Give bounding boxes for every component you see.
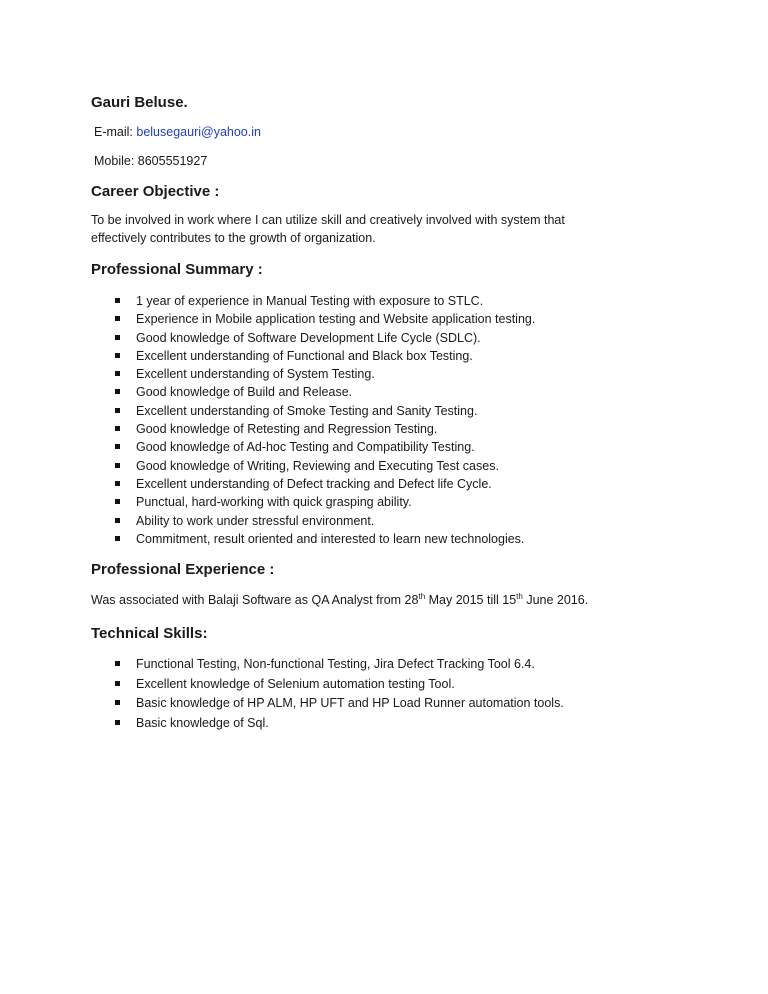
bullet-square-icon — [115, 444, 120, 449]
resume-page — [91, 92, 691, 733]
experience-text-part: May 2015 till 15 — [425, 593, 517, 608]
bullet-square-icon — [115, 661, 120, 666]
professional-summary-list — [91, 292, 691, 548]
list-item — [91, 694, 691, 714]
email-link[interactable]: belusegauri@yahoo.in — [136, 125, 261, 139]
bullet-square-icon — [115, 316, 120, 321]
bullet-square-icon — [115, 518, 120, 523]
list-item-text: Excellent understanding of Defect tracking and Defect life Cycle. — [136, 476, 492, 491]
list-item-text: Excellent understanding of Functional and Black box Testing. — [136, 348, 473, 363]
bullet-square-icon — [115, 536, 120, 541]
bullet-square-icon — [115, 481, 120, 486]
experience-superscript: th — [418, 592, 426, 601]
list-item-text: Good knowledge of Software Development Life Cycle (SDLC). — [136, 330, 481, 345]
professional-experience-heading: Professional Experience : — [91, 561, 275, 579]
bullet-square-icon — [115, 389, 120, 394]
bullet-square-icon — [115, 353, 120, 358]
list-item — [91, 347, 691, 365]
technical-skills-list — [91, 655, 691, 733]
list-item — [91, 438, 691, 456]
list-item — [91, 329, 691, 347]
technical-skills-heading: Technical Skills: — [91, 625, 208, 643]
list-item-text: Good knowledge of Build and Release. — [136, 385, 353, 400]
list-item — [91, 714, 691, 734]
list-item — [91, 530, 691, 548]
bullet-square-icon — [115, 408, 120, 413]
list-item — [91, 402, 691, 420]
list-item-text: Basic knowledge of HP ALM, HP UFT and HP Load Runner automation tools. — [136, 696, 564, 711]
bullet-square-icon — [115, 335, 120, 340]
email-label: E-mail: — [94, 125, 137, 139]
list-item — [91, 457, 691, 475]
list-item — [91, 655, 691, 675]
list-item — [91, 365, 691, 383]
list-item-text: Functional Testing, Non-functional Testing, Jira Defect Tracking Tool 6.4. — [136, 657, 535, 672]
bullet-square-icon — [115, 499, 120, 504]
list-item — [91, 292, 691, 310]
bullet-square-icon — [115, 681, 120, 686]
list-item — [91, 475, 691, 493]
bullet-square-icon — [115, 298, 120, 303]
candidate-name: Gauri Beluse. — [91, 94, 188, 111]
list-item — [91, 675, 691, 695]
career-objective-text — [91, 211, 691, 247]
list-item — [91, 420, 691, 438]
career-objective-line: To be involved in work where I can utilize skill and creatively involved with system that — [91, 213, 565, 227]
list-item-text: Good knowledge of Writing, Reviewing and Executing Test cases. — [136, 458, 499, 473]
bullet-square-icon — [115, 463, 120, 468]
bullet-square-icon — [115, 371, 120, 376]
mobile-line: Mobile: 8605551927 — [94, 154, 208, 168]
email-line — [91, 124, 691, 140]
professional-experience-text — [91, 591, 691, 609]
list-item-text: Good knowledge of Retesting and Regression Testing. — [136, 422, 438, 437]
list-item-text: Excellent understanding of System Testing. — [136, 367, 375, 382]
list-item-text: Basic knowledge of Sql. — [136, 715, 269, 730]
career-objective-heading: Career Objective : — [91, 183, 220, 200]
career-objective-line: effectively contributes to the growth of organization. — [91, 231, 376, 245]
list-item-text: Excellent understanding of Smoke Testing and Sanity Testing. — [136, 403, 478, 418]
list-item-text: Ability to work under stressful environment. — [136, 513, 375, 528]
bullet-square-icon — [115, 720, 120, 725]
list-item — [91, 512, 691, 530]
experience-superscript: th — [516, 592, 523, 601]
list-item-text: Good knowledge of Ad-hoc Testing and Compatibility Testing. — [136, 440, 475, 455]
professional-summary-heading: Professional Summary : — [91, 261, 263, 278]
list-item-text: 1 year of experience in Manual Testing with exposure to STLC. — [136, 294, 484, 308]
bullet-square-icon — [115, 700, 120, 705]
experience-text-part: June 2016. — [522, 593, 589, 608]
list-item-text: Commitment, result oriented and interested to learn new technologies. — [136, 531, 525, 546]
list-item — [91, 310, 691, 328]
experience-text-part: Was associated with Balaji Software as QA Analyst from 28 — [91, 593, 419, 608]
list-item — [91, 383, 691, 401]
list-item-text: Excellent knowledge of Selenium automation testing Tool. — [136, 676, 455, 691]
list-item — [91, 493, 691, 511]
list-item-text: Punctual, hard-working with quick grasping ability. — [136, 495, 412, 510]
bullet-square-icon — [115, 426, 120, 431]
list-item-text: Experience in Mobile application testing and Website application testing. — [136, 312, 536, 327]
